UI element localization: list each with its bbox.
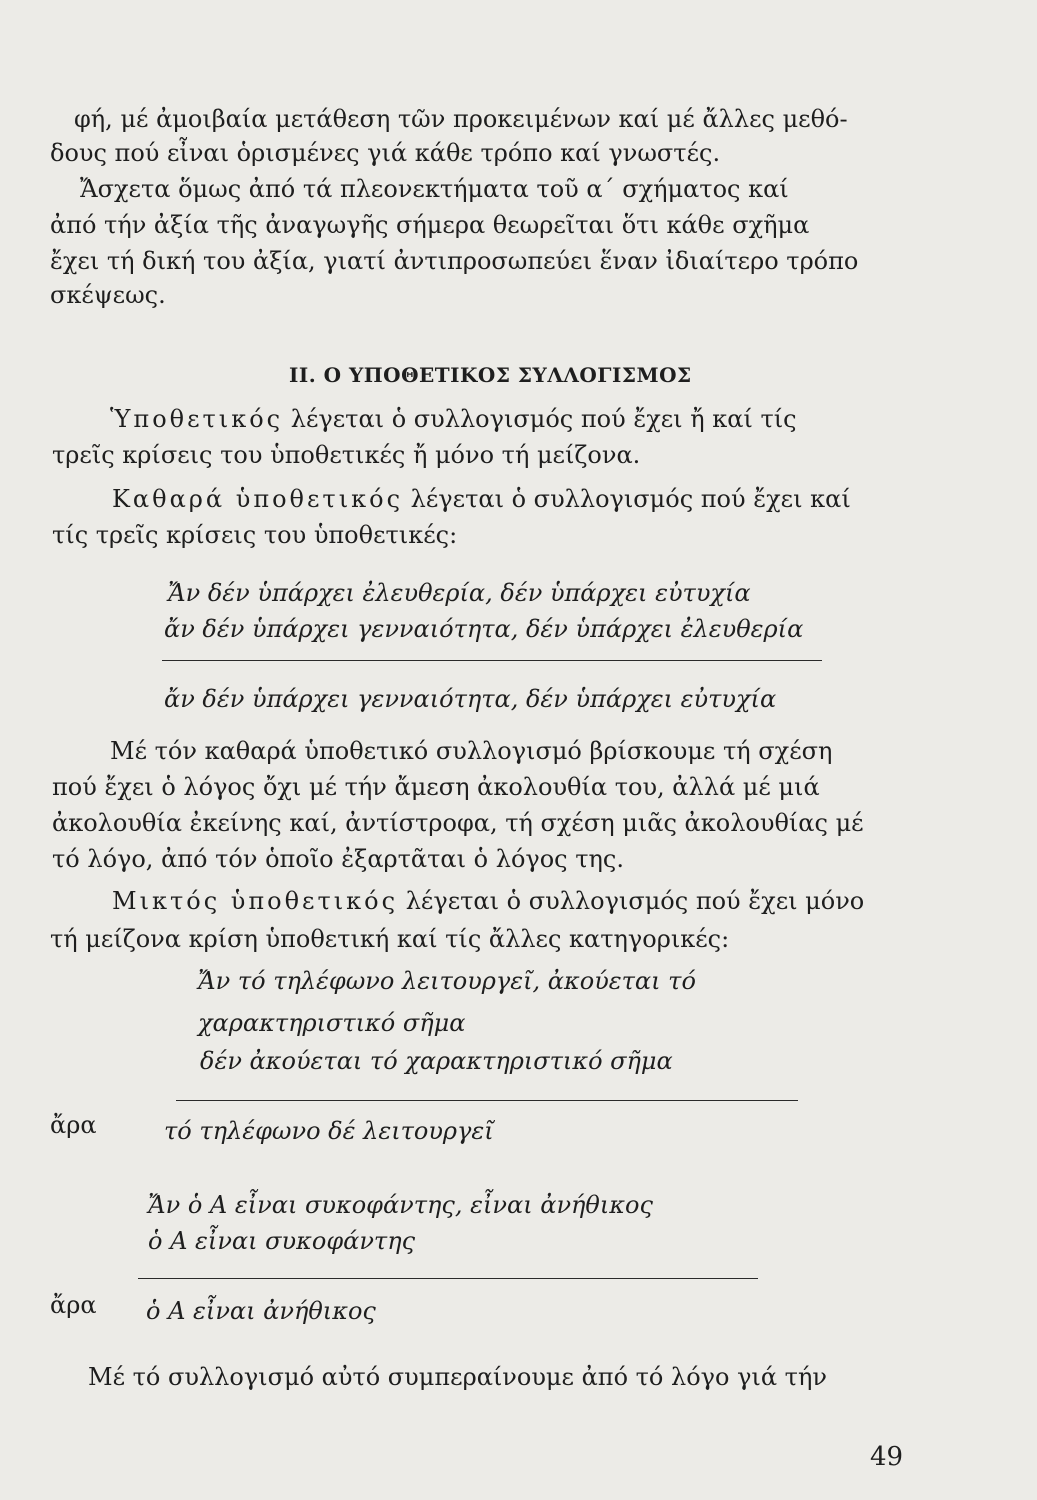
ara-word: ἄρα [50, 1291, 97, 1319]
ara-word: ἄρα [50, 1111, 97, 1139]
section-heading: ΙΙ. Ο ΥΠΟΘΕΤΙΚΟΣ ΣΥΛΛΟΓΙΣΜΟΣ [289, 363, 692, 387]
text-line: φή, μέ ἀμοιβαία μετάθεση τῶν προκειμένων καί μέ ἄλλες μεθό- [74, 105, 848, 133]
syllogism-premise: χαρακτηριστικό σῆμα [198, 1009, 466, 1037]
syllogism-premise: ὁ Α εἶναι συκοφάντης [148, 1227, 416, 1255]
syllogism-premise: ἄν δέν ὑπάρχει γενναιότητα, δέν ὑπάρχει ἐλευθερία [164, 615, 804, 643]
text-line: τρεῖς κρίσεις του ὑποθετικές ἤ μόνο τή μείζονα. [52, 441, 641, 469]
text-line: τή μείζονα κρίση ὑποθετική καί τίς ἄλλες κατηγορικές: [50, 925, 730, 953]
text-line: ἔχει τή δική του ἀξία, γιατί ἀντιπροσωπεύει ἕναν ἰδιαίτερο τρόπο [50, 247, 859, 275]
text-line: δους πού εἶναι ὁρισμένες γιά κάθε τρόπο καί γνωστές. [50, 139, 721, 167]
text-line: σκέψεως. [50, 281, 166, 309]
text-line [112, 886, 864, 916]
syllogism-rule [176, 1100, 798, 1101]
text-line [112, 484, 851, 514]
text-line: ἀκολουθία ἐκείνης καί, ἀντίστροφα, τή σχέση μιᾶς ἀκολουθίας μέ [52, 809, 864, 837]
text-line [110, 404, 797, 434]
syllogism-conclusion: τό τηλέφωνο δέ λειτουργεῖ [164, 1117, 494, 1145]
text-line: ἀπό τήν ἀξία τῆς ἀναγωγῆς σήμερα θεωρεῖται ὅτι κάθε σχῆμα [50, 211, 810, 239]
defined-term: Ὑποθετικός [110, 405, 284, 433]
page-number: 49 [870, 1442, 904, 1472]
text-line: Μέ τό συλλογισμό αὐτό συμπεραίνουμε ἀπό τό λόγο γιά τήν [88, 1363, 827, 1391]
text-line: Ἄσχετα ὅμως ἀπό τά πλεονεκτήματα τοῦ α΄ σχήματος καί [80, 175, 789, 203]
syllogism-premise: Ἄν ὁ Α εἶναι συκοφάντης, εἶναι ἀνήθικος [148, 1191, 653, 1219]
text-line: τίς τρεῖς κρίσεις του ὑποθετικές: [52, 521, 458, 549]
text-fragment: λέγεται ὁ συλλογισμός πού ἔχει μόνο [405, 887, 865, 915]
syllogism-conclusion: ἄν δέν ὑπάρχει γενναιότητα, δέν ὑπάρχει εὐτυχία [164, 685, 777, 713]
defined-term: Μικτός ὑποθετικός [112, 887, 399, 915]
text-fragment: λέγεται ὁ συλλογισμός πού ἔχει καί [410, 485, 851, 513]
syllogism-rule [162, 660, 822, 661]
text-line: πού ἔχει ὁ λόγος ὄχι μέ τήν ἄμεση ἀκολουθία του, ἀλλά μέ μιά [52, 773, 820, 801]
text-fragment: λέγεται ὁ συλλογισμός πού ἔχει ἤ καί τίς [290, 405, 797, 433]
text-line: τό λόγο, ἀπό τόν ὁποῖο ἐξαρτᾶται ὁ λόγος της. [52, 845, 624, 873]
syllogism-premise: δέν ἀκούεται τό χαρακτηριστικό σῆμα [200, 1047, 673, 1075]
syllogism-premise: Ἄν δέν ὑπάρχει ἐλευθερία, δέν ὑπάρχει εὐτυχία [168, 579, 751, 607]
syllogism-rule [138, 1278, 758, 1279]
text-line: Μέ τόν καθαρά ὑποθετικό συλλογισμό βρίσκουμε τή σχέση [110, 737, 833, 765]
syllogism-conclusion: ὁ Α εἶναι ἀνήθικος [146, 1297, 376, 1325]
syllogism-premise: Ἄν τό τηλέφωνο λειτουργεῖ, ἀκούεται τό [198, 967, 696, 995]
defined-term: Καθαρά ὑποθετικός [112, 485, 404, 513]
